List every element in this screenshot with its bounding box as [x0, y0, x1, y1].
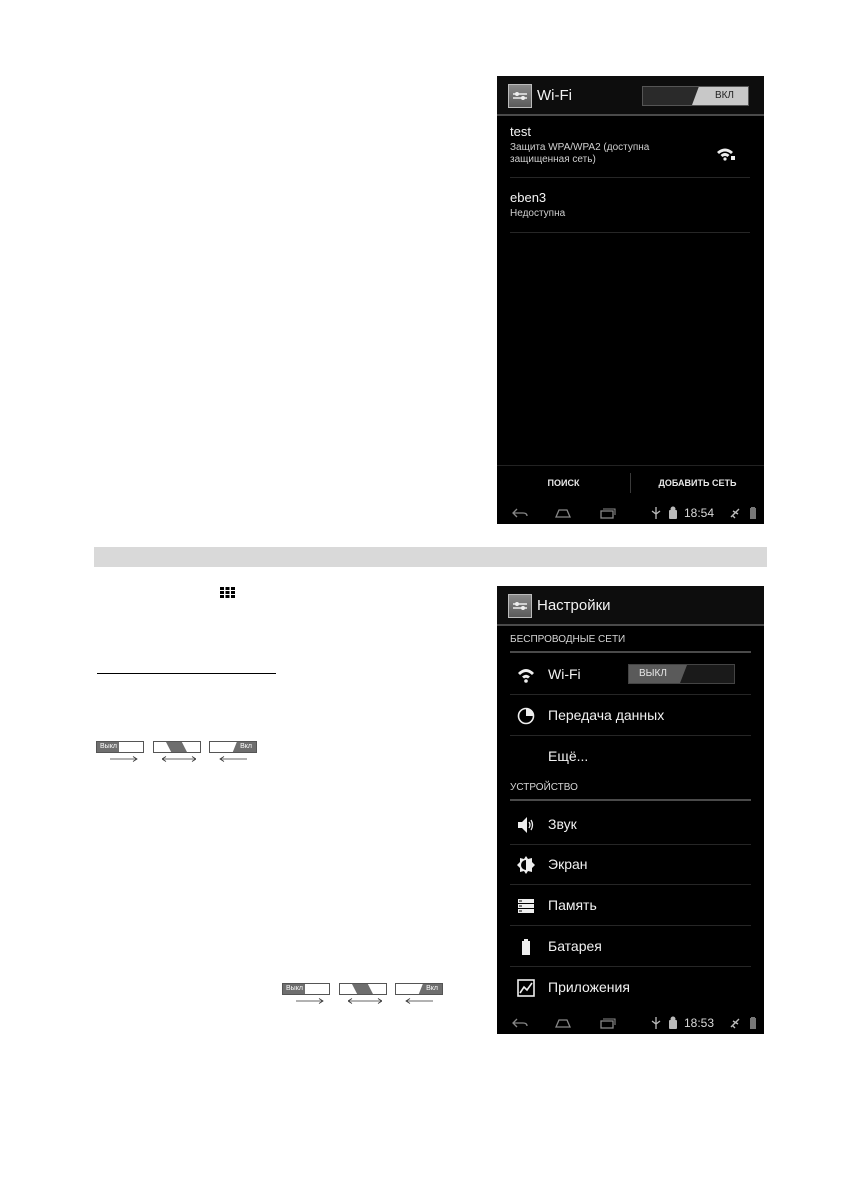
arrow-both-icon — [348, 998, 382, 1004]
airplane-mode-icon — [729, 1016, 741, 1030]
setting-label: Звук — [548, 816, 577, 832]
back-icon[interactable] — [511, 1016, 529, 1030]
speaker-icon — [517, 816, 535, 834]
setting-label: Приложения — [548, 979, 630, 995]
toggle-mid-state — [153, 741, 201, 753]
section-heading-band — [94, 547, 767, 567]
setting-display[interactable] — [510, 845, 751, 885]
settings-screen — [497, 586, 764, 1034]
setting-battery[interactable] — [510, 927, 751, 967]
toggle-on-label: Вкл — [240, 743, 252, 750]
back-icon[interactable] — [511, 506, 529, 520]
android-debug-icon — [667, 1016, 679, 1030]
section-header-wireless: БЕСПРОВОДНЫЕ СЕТИ — [510, 634, 751, 653]
wifi-icon — [517, 666, 535, 684]
search-button[interactable]: ПОИСК — [547, 478, 580, 488]
arrow-right-icon — [296, 998, 324, 1004]
action-bar — [497, 76, 764, 116]
bottom-button-bar — [497, 465, 764, 500]
recent-apps-icon[interactable] — [598, 506, 616, 520]
network-item-test[interactable] — [510, 124, 750, 178]
setting-data-usage[interactable] — [510, 696, 751, 736]
setting-label: Wi-Fi — [548, 666, 581, 682]
action-bar — [497, 586, 764, 626]
toggle-mid-state — [339, 983, 387, 995]
data-usage-icon — [517, 707, 535, 725]
usb-icon — [650, 506, 662, 520]
setting-label: Память — [548, 897, 597, 913]
wifi-master-switch[interactable] — [642, 86, 749, 106]
toggle-off-state — [282, 983, 330, 995]
brightness-icon — [517, 856, 535, 874]
setting-sound[interactable] — [510, 805, 751, 845]
network-status: Недоступна — [510, 208, 566, 219]
usb-icon — [650, 1016, 662, 1030]
system-nav-bar — [497, 502, 764, 524]
setting-more[interactable] — [510, 737, 751, 777]
wifi-screen — [497, 76, 764, 524]
android-debug-icon — [667, 506, 679, 520]
status-time: 18:53 — [684, 1016, 715, 1030]
switch-label: ВКЛ — [714, 90, 734, 101]
settings-app-icon[interactable] — [508, 594, 532, 618]
arrow-left-icon — [219, 756, 247, 762]
setting-storage[interactable] — [510, 886, 751, 926]
app-grid-icon — [220, 587, 235, 598]
system-nav-bar — [497, 1012, 764, 1034]
setting-label: Ещё... — [548, 748, 589, 764]
setting-label: Передача данных — [548, 707, 665, 723]
toggle-on-label: Вкл — [426, 985, 438, 992]
toggle-fill — [352, 984, 374, 995]
airplane-mode-icon — [729, 506, 741, 520]
network-name: test — [510, 124, 531, 139]
status-time: 18:54 — [684, 506, 715, 520]
toggle-on-state — [209, 741, 257, 753]
section-header-device: УСТРОЙСТВО — [510, 782, 751, 801]
wifi-toggle-switch[interactable] — [628, 664, 735, 684]
toggle-fill — [166, 742, 188, 753]
toggle-off-state — [96, 741, 144, 753]
network-name: eben3 — [510, 190, 547, 205]
settings-app-icon[interactable] — [508, 84, 532, 108]
setting-label: Батарея — [548, 938, 602, 954]
toggle-on-state — [395, 983, 443, 995]
storage-icon — [517, 897, 535, 915]
arrow-both-icon — [162, 756, 196, 762]
home-icon[interactable] — [554, 1016, 572, 1030]
recent-apps-icon[interactable] — [598, 1016, 616, 1030]
wifi-signal-lock-icon — [716, 146, 736, 162]
screen-title: Настройки — [537, 597, 611, 614]
toggle-off-label: Выкл — [286, 985, 303, 992]
arrow-left-icon — [405, 998, 433, 1004]
home-icon[interactable] — [554, 506, 572, 520]
screen-title: Wi-Fi — [537, 87, 572, 104]
network-item-eben3[interactable] — [510, 190, 750, 233]
toggle-off-label: Выкл — [100, 743, 117, 750]
setting-wifi[interactable] — [510, 655, 751, 695]
add-network-button[interactable]: ДОБАВИТЬ СЕТЬ — [658, 478, 737, 488]
setting-label: Экран — [548, 856, 588, 872]
battery-icon — [747, 1016, 759, 1030]
apps-icon — [517, 979, 535, 997]
arrow-right-icon — [110, 756, 138, 762]
underline-rule — [97, 673, 276, 674]
switch-label: ВЫКЛ — [639, 668, 667, 679]
setting-apps[interactable] — [510, 968, 751, 1008]
battery-icon — [747, 506, 759, 520]
network-status: Защита WPA/WPA2 (доступна защищенная сеть) — [510, 142, 650, 165]
battery-icon — [517, 938, 535, 956]
